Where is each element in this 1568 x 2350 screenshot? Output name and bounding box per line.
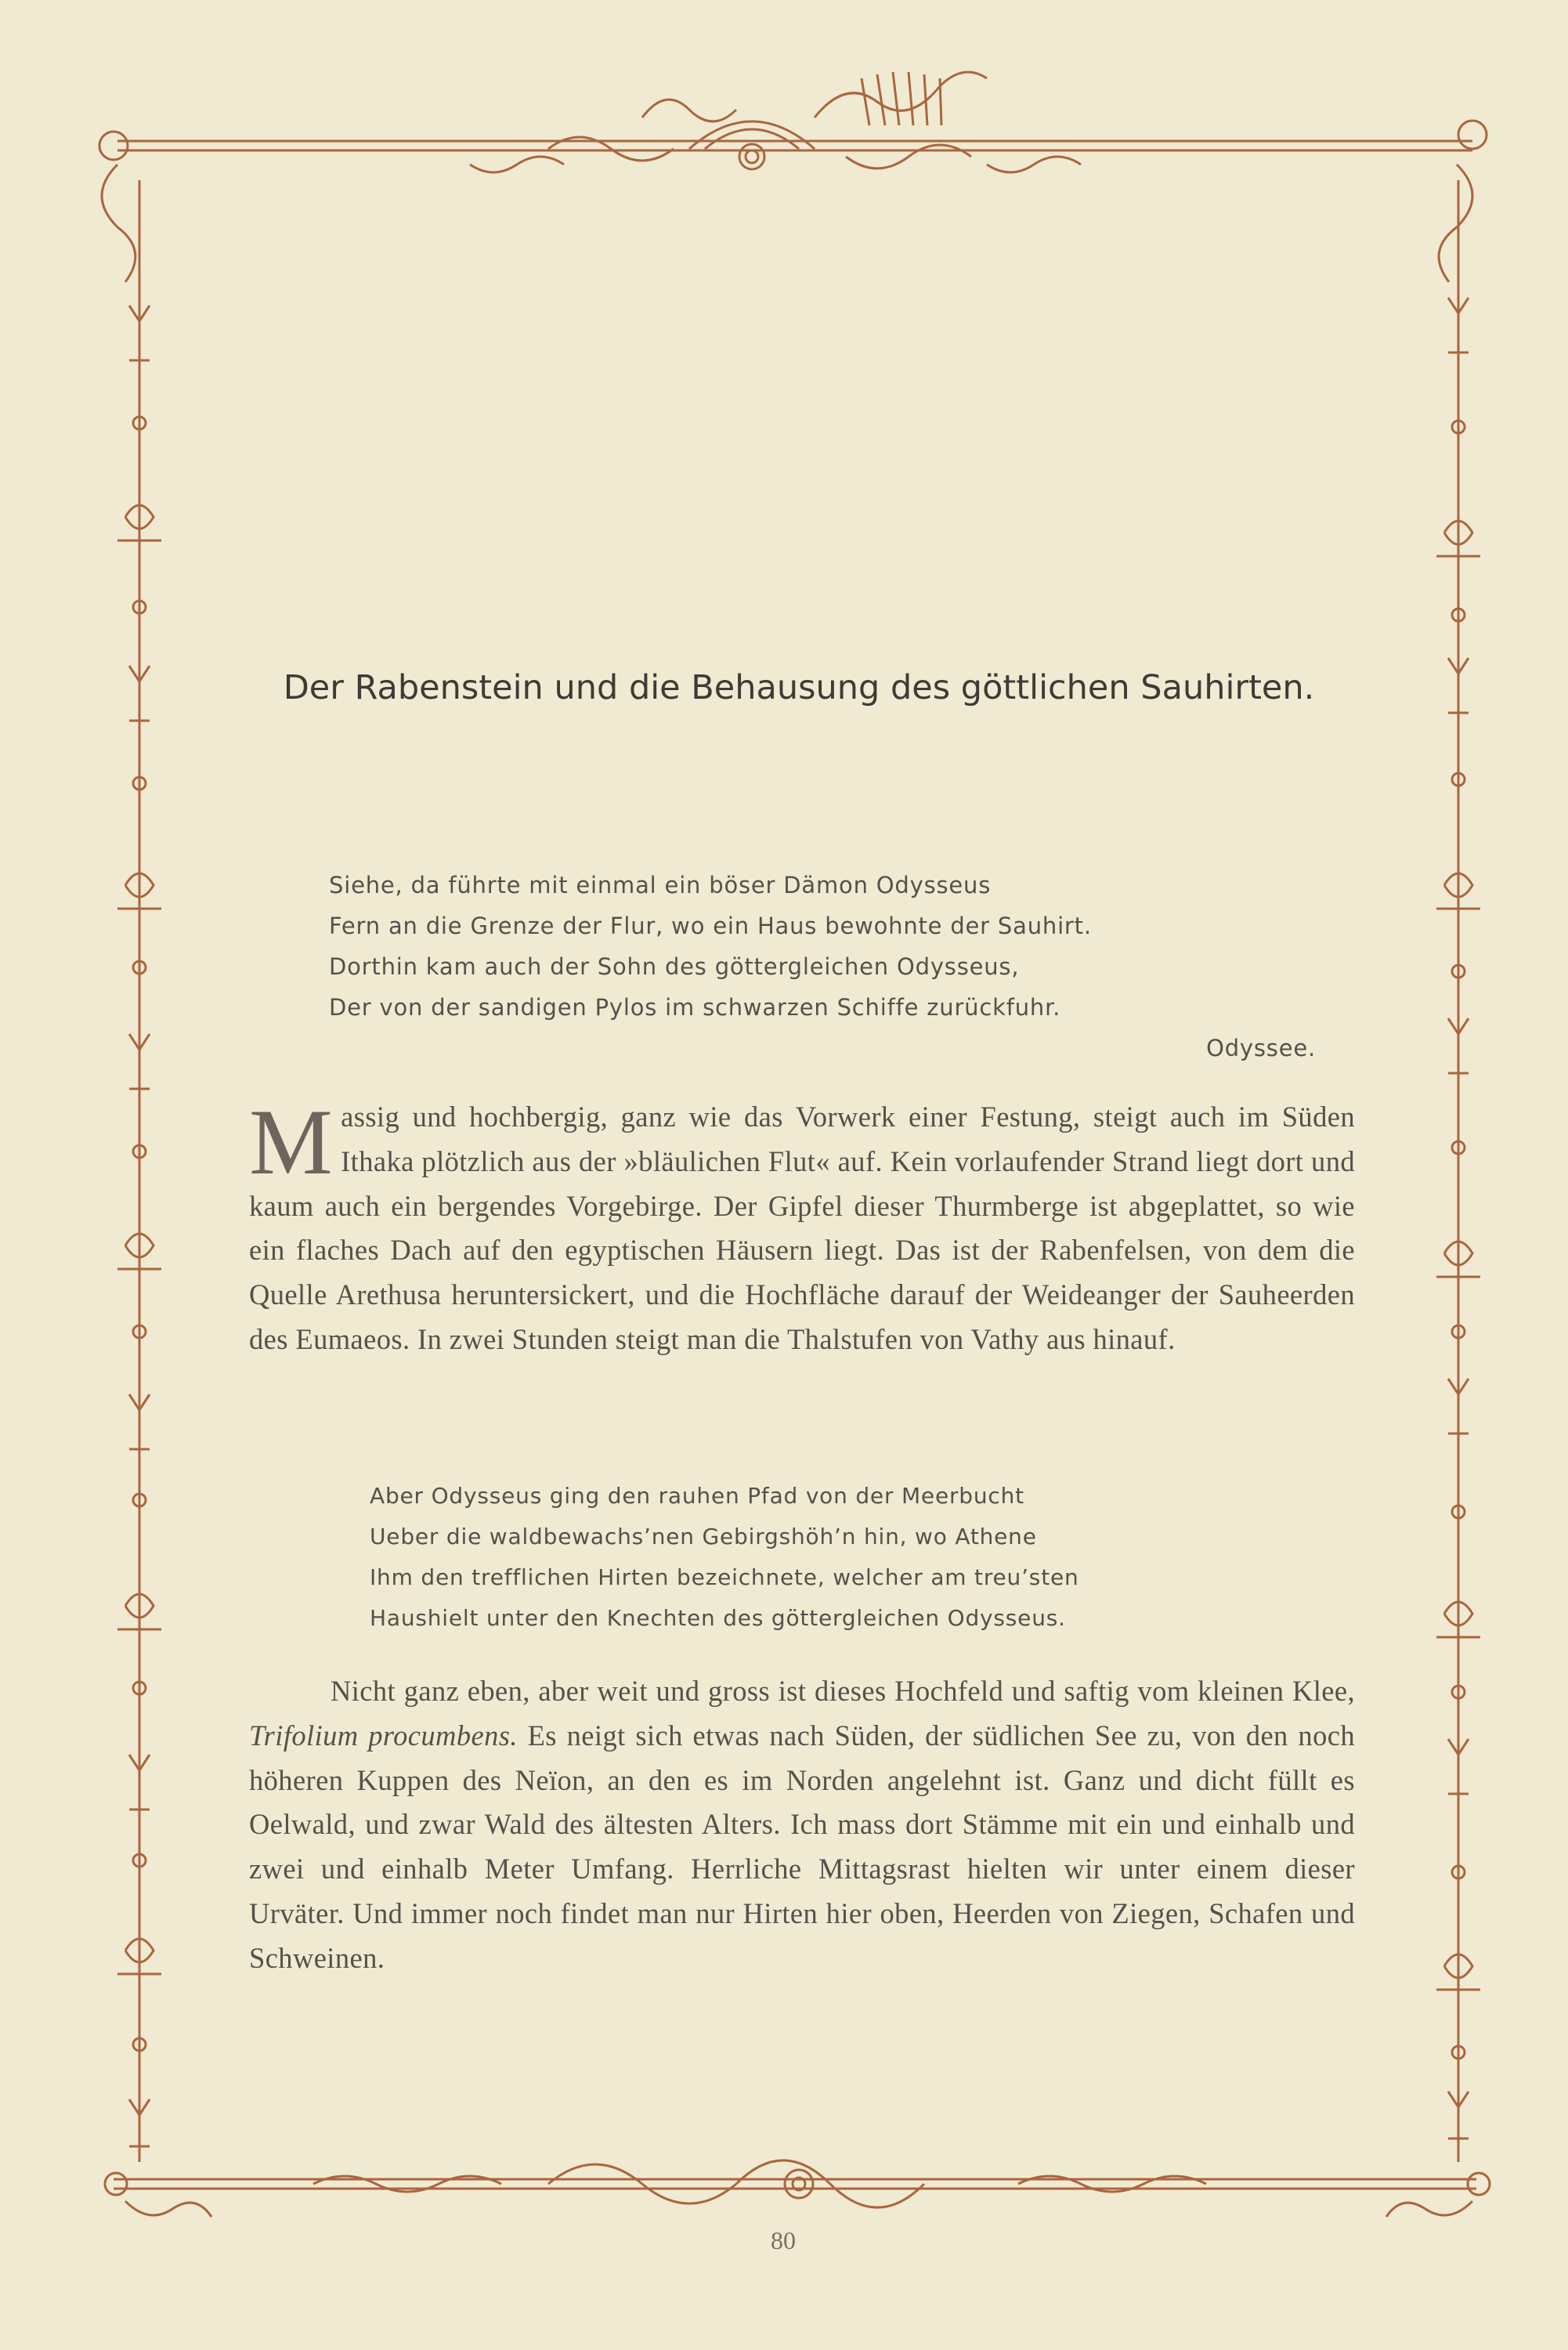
page-number: 80 [771,2226,796,2254]
verse-line: Ihm den trefflichen Hirten bezeichnete, welcher am treu’sten [370,1564,1079,1590]
paragraph-1 [249,1090,1355,1362]
verse-line: Haushielt unter den Knechten des göttergleichen Odysseus. [370,1605,1066,1631]
paragraph-2-italic: Trifolium procumbens. [249,1719,518,1752]
epigraph-line: Dorthin kam auch der Sohn des göttergleichen Odysseus, [329,953,1020,980]
paragraph-2 [249,1669,1355,1981]
paragraph-2-text-after: Es neigt sich etwas nach Süden, der südlichen See zu, von den noch höheren Kuppen des Neïon, an den es im Norden angelehnt ist. Ganz und dicht füllt es Oelwald, und zwar Wald des ältesten Alters. Ich mass dort Stämme mit ein und einhalb und zwei und einhalb Meter Umfang. Herrliche Mittagsrast hielten wir unter einem dieser Urväter. Und immer noch findet man nur Hirten hier oben, Heerden von Ziegen, Schafen und Schweinen. [249,1719,1355,1974]
verse-line: Ueber die waldbewachs’nen Gebirgshöh’n hin, wo Athene [370,1524,1037,1549]
verse-quote [370,1476,1349,1639]
paragraph-1-text: assig und hochbergig, ganz wie das Vorwerk einer Festung, steigt auch im Süden Ithaka plötzlich aus der »bläulichen Flut« auf. Kein vorlaufender Strand liegt dort und kaum auch ein bergendes Vorgebirge. Der Gipfel dieser Thurmberge ist abgeplattet, so wie ein flaches Dach auf den egyptischen Häusern liegt. Das ist der Rabenfelsen, von dem die Quelle Arethusa heruntersickert, und die Hochfläche darauf der Weideanger der Sauheerden des Eumaeos. In zwei Stunden steigt man die Thalstufen von Vathy aus hinauf. [249,1101,1355,1355]
chapter-title: Der Rabenstein und die Behausung des göttlichen Sauhirten. [283,668,1315,707]
epigraph [329,865,1324,1068]
paragraph-2-text-before: Nicht ganz eben, aber weit und gross ist dieses Hochfeld und saftig vom kleinen Klee, [331,1675,1355,1707]
verse-line: Aber Odysseus ging den rauhen Pfad von der Meerbucht [370,1483,1024,1509]
epigraph-attribution: Odyssee. [1206,1035,1316,1061]
epigraph-line: Der von der sandigen Pylos im schwarzen Schiffe zurückfuhr. [329,994,1061,1021]
epigraph-line: Fern an die Grenze der Flur, wo ein Haus bewohnte der Sauhirt. [329,913,1092,939]
drop-cap: M [249,1090,334,1194]
epigraph-line: Siehe, da führte mit einmal ein böser Dämon Odysseus [329,872,992,898]
